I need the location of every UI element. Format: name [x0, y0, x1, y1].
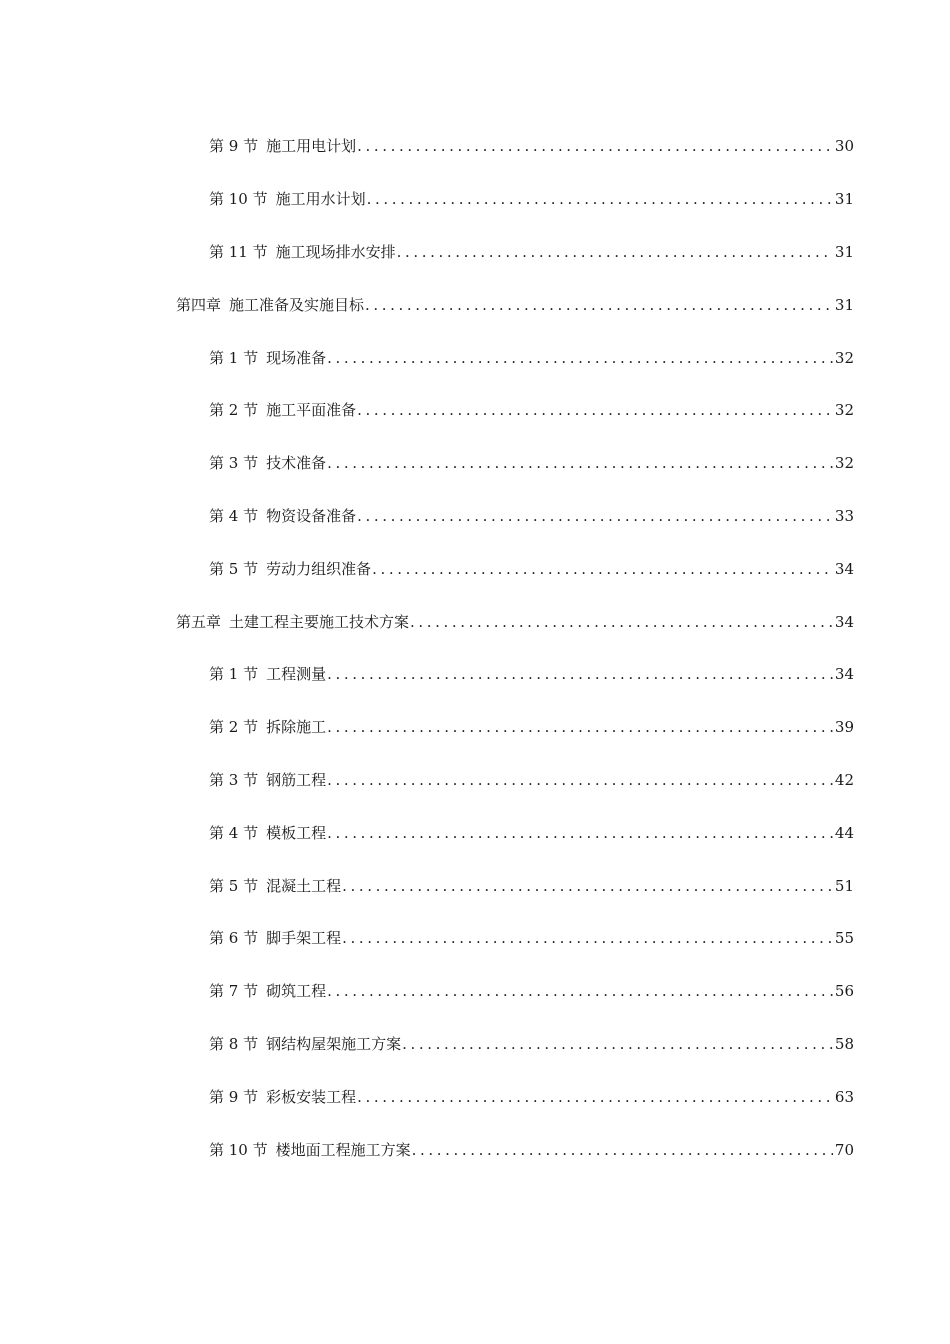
toc-entry-page: 34 — [834, 559, 854, 578]
toc-entry-title: 施工用电计划 — [266, 137, 357, 156]
toc-entry[interactable] — [0, 648, 950, 701]
toc-entry-number: 第四章 — [176, 295, 222, 314]
toc-entry[interactable] — [0, 331, 950, 384]
toc-entry-title: 砌筑工程 — [266, 982, 327, 1001]
toc-entry[interactable] — [0, 859, 950, 912]
toc-entry-number: 第 6 节 — [209, 929, 259, 948]
toc-entry-page: 42 — [834, 770, 854, 789]
dot-leader — [367, 190, 833, 208]
toc-entry-page: 30 — [834, 137, 854, 156]
toc-entry-page: 70 — [834, 1140, 854, 1159]
toc-entry-page: 34 — [834, 612, 854, 631]
toc-chapter-entry[interactable] — [0, 595, 950, 648]
toc-entry-title: 彩板安装工程 — [266, 1087, 357, 1106]
toc-entry-title: 工程测量 — [266, 665, 327, 684]
toc-entry-page: 32 — [834, 454, 854, 473]
toc-entry-page: 31 — [834, 190, 854, 209]
toc-entry-number: 第 2 节 — [209, 718, 259, 737]
toc-entry-title: 混凝土工程 — [266, 876, 342, 895]
toc-entry-page: 34 — [834, 665, 854, 684]
toc-entry-page: 32 — [834, 348, 854, 367]
toc-entry[interactable] — [0, 912, 950, 965]
toc-entry-page: 58 — [834, 1034, 854, 1053]
toc-entry[interactable] — [0, 806, 950, 859]
toc-entry[interactable] — [0, 1123, 950, 1176]
dot-leader — [372, 560, 833, 578]
toc-entry-number: 第 4 节 — [209, 823, 259, 842]
toc-entry-page: 32 — [834, 401, 854, 420]
dot-leader — [327, 349, 833, 367]
toc-entry-number: 第 3 节 — [209, 454, 259, 473]
toc-entry-page: 33 — [834, 506, 854, 525]
dot-leader — [342, 929, 833, 947]
toc-entry-page: 31 — [834, 242, 854, 261]
toc-entry[interactable] — [0, 226, 950, 279]
toc-entry-number: 第 5 节 — [209, 876, 259, 895]
toc-entry-title: 钢结构屋架施工方案 — [266, 1034, 402, 1053]
toc-entry-number: 第 1 节 — [209, 348, 259, 367]
toc-entry[interactable] — [0, 1070, 950, 1123]
dot-leader — [327, 665, 833, 683]
dot-leader — [357, 137, 833, 155]
toc-entry-number: 第 10 节 — [209, 190, 268, 209]
table-of-contents — [0, 120, 950, 1176]
toc-entry-title: 脚手架工程 — [266, 929, 342, 948]
toc-entry[interactable] — [0, 120, 950, 173]
toc-entry-number: 第五章 — [176, 612, 222, 631]
toc-entry-title: 劳动力组织准备 — [266, 559, 372, 578]
dot-leader — [357, 401, 833, 419]
dot-leader — [402, 1035, 833, 1053]
toc-entry[interactable] — [0, 1018, 950, 1071]
toc-entry-title: 施工准备及实施目标 — [229, 295, 365, 314]
toc-entry-number: 第 5 节 — [209, 559, 259, 578]
toc-entry-title: 现场准备 — [266, 348, 327, 367]
toc-entry-number: 第 1 节 — [209, 665, 259, 684]
toc-entry-title: 施工平面准备 — [266, 401, 357, 420]
toc-entry-number: 第 11 节 — [209, 242, 268, 261]
toc-entry[interactable] — [0, 754, 950, 807]
toc-entry[interactable] — [0, 437, 950, 490]
toc-entry[interactable] — [0, 701, 950, 754]
toc-entry-number: 第 7 节 — [209, 982, 259, 1001]
toc-entry-number: 第 4 节 — [209, 506, 259, 525]
toc-entry[interactable] — [0, 173, 950, 226]
toc-entry-number: 第 10 节 — [209, 1140, 268, 1159]
toc-entry-page: 31 — [834, 295, 854, 314]
dot-leader — [357, 1088, 833, 1106]
toc-entry-title: 拆除施工 — [266, 718, 327, 737]
dot-leader — [327, 771, 833, 789]
toc-entry-title: 楼地面工程施工方案 — [275, 1140, 411, 1159]
toc-entry-number: 第 2 节 — [209, 401, 259, 420]
toc-entry[interactable] — [0, 542, 950, 595]
toc-chapter-entry[interactable] — [0, 278, 950, 331]
toc-entry-number: 第 8 节 — [209, 1034, 259, 1053]
toc-entry-page: 44 — [834, 823, 854, 842]
toc-entry-number: 第 9 节 — [209, 1087, 259, 1106]
dot-leader — [327, 454, 833, 472]
dot-leader — [327, 718, 833, 736]
dot-leader — [342, 877, 833, 895]
toc-entry-title: 施工用水计划 — [275, 190, 366, 209]
toc-entry-number: 第 9 节 — [209, 137, 259, 156]
dot-leader — [412, 1141, 833, 1159]
dot-leader — [365, 296, 833, 314]
toc-entry-title: 物资设备准备 — [266, 506, 357, 525]
toc-entry-page: 51 — [834, 876, 854, 895]
toc-entry-page: 55 — [834, 929, 854, 948]
dot-leader — [327, 824, 833, 842]
toc-entry[interactable] — [0, 965, 950, 1018]
toc-entry-title: 钢筋工程 — [266, 770, 327, 789]
toc-entry-title: 施工现场排水安排 — [275, 242, 396, 261]
toc-entry[interactable] — [0, 490, 950, 543]
dot-leader — [410, 613, 833, 631]
dot-leader — [327, 982, 833, 1000]
toc-entry-number: 第 3 节 — [209, 770, 259, 789]
dot-leader — [357, 507, 833, 525]
dot-leader — [397, 243, 833, 261]
toc-entry-title: 模板工程 — [266, 823, 327, 842]
toc-entry-title: 技术准备 — [266, 454, 327, 473]
toc-entry-page: 63 — [834, 1087, 854, 1106]
toc-entry-page: 39 — [834, 718, 854, 737]
toc-entry[interactable] — [0, 384, 950, 437]
toc-entry-page: 56 — [834, 982, 854, 1001]
toc-entry-title: 土建工程主要施工技术方案 — [229, 612, 410, 631]
